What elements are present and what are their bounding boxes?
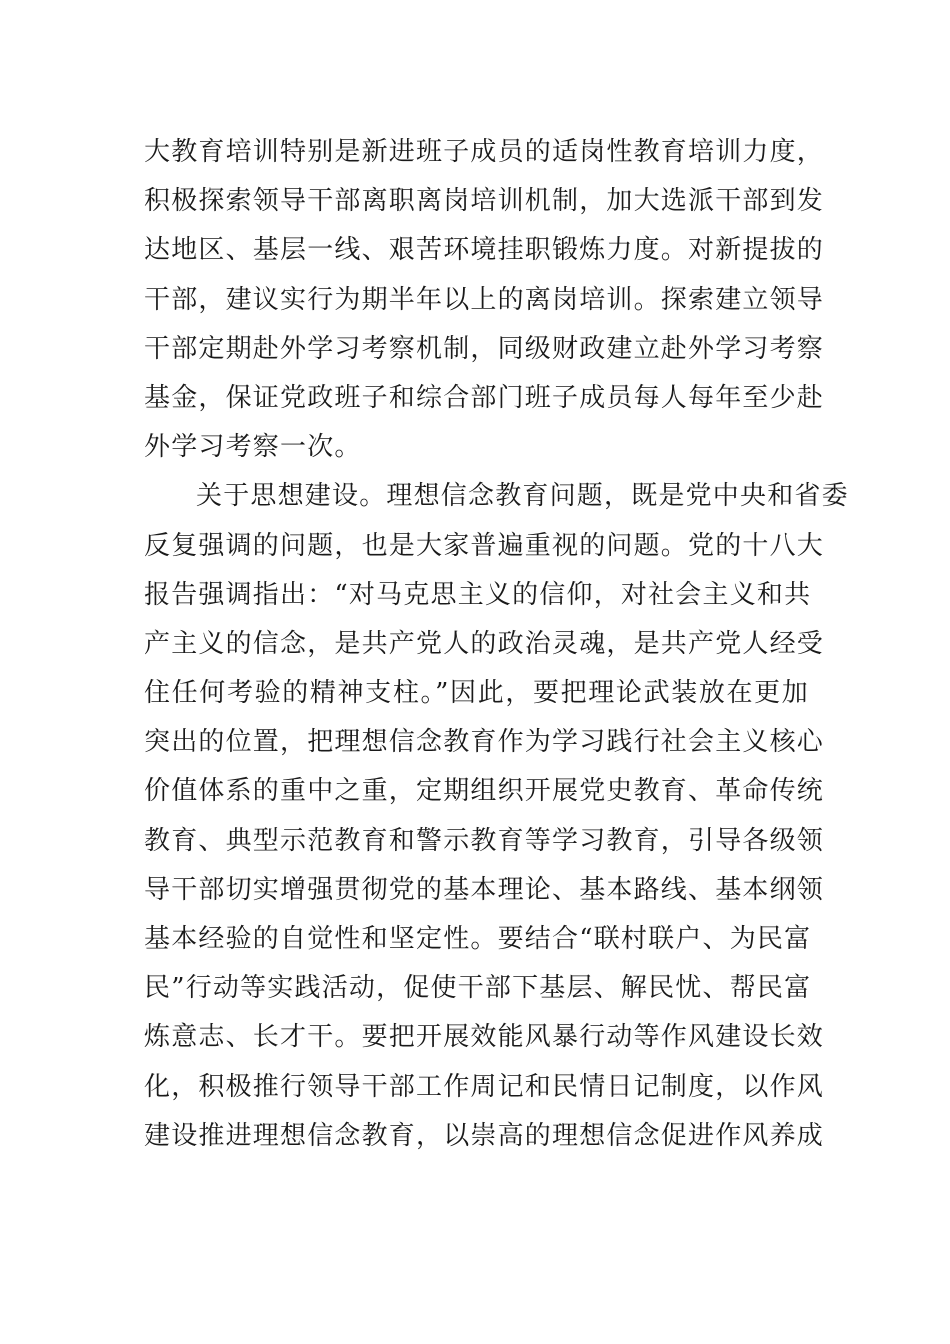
text-line: 价值体系的重中之重，定期组织开展党史教育、革命传统 (144, 776, 825, 807)
paragraph-1 (144, 128, 825, 472)
text-line: 化，积极推行领导干部工作周记和民情日记制度，以作风 (144, 1071, 825, 1102)
document-body (144, 128, 849, 1161)
text-line: 反复强调的问题，也是大家普遍重视的问题。党的十八大 (144, 530, 825, 561)
text-line: 突出的位置，把理想信念教育作为学习践行社会主义核心 (144, 727, 825, 758)
text-line: 建设推进理想信念教育，以崇高的理想信念促进作风养成 (144, 1120, 825, 1151)
text-line: 积极探索领导干部离职离岗培训机制，加大选派干部到发 (144, 186, 825, 217)
text-line: 民”行动等实践活动，促使干部下基层、解民忧、帮民富 (144, 973, 812, 1004)
text-line: 干部定期赴外学习考察机制，同级财政建立赴外学习考察 (144, 333, 825, 364)
text-line: 教育、典型示范教育和警示教育等学习教育，引导各级领 (144, 825, 825, 856)
text-line: 外学习考察一次。 (144, 432, 362, 463)
text-line: 炼意志、长才干。要把开展效能风暴行动等作风建设长效 (144, 1022, 825, 1053)
text-line: 基金，保证党政班子和综合部门班子成员每人每年至少赴 (144, 382, 825, 413)
text-line: 达地区、基层一线、艰苦环境挂职锻炼力度。对新提拔的 (144, 235, 825, 266)
text-line: 报告强调指出：“对马克思主义的信仰，对社会主义和共 (144, 579, 812, 610)
text-line: 产主义的信念，是共产党人的政治灵魂，是共产党人经受 (144, 628, 825, 659)
text-line: 住任何考验的精神支柱。”因此，要把理论武装放在更加 (144, 678, 809, 709)
text-line: 基本经验的自觉性和坚定性。要结合“联村联户、为民富 (144, 924, 812, 954)
paragraph-2 (144, 472, 849, 1161)
text-line: 大教育培训特别是新进班子成员的适岗性教育培训力度， (144, 137, 825, 167)
text-line: 导干部切实增强贯彻党的基本理论、基本路线、基本纲领 (144, 874, 825, 905)
text-line: 干部，建议实行为期半年以上的离岗培训。探索建立领导 (144, 284, 825, 315)
text-line: 关于思想建设。理想信念教育问题，既是党中央和省委 (196, 481, 849, 512)
